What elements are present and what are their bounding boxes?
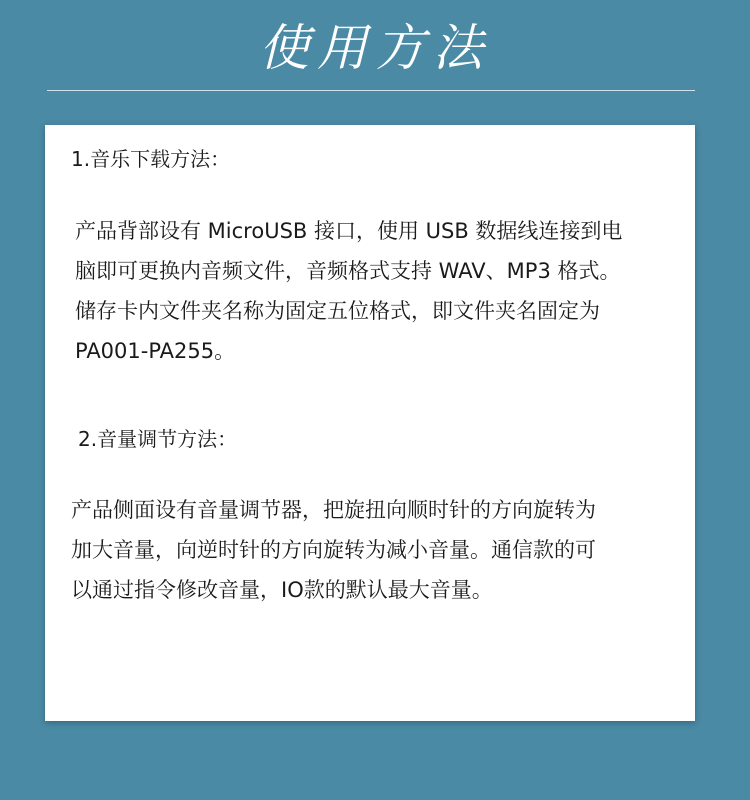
section-body-volume (71, 490, 596, 610)
section-body-download (75, 211, 622, 371)
section-heading-download: 1.音乐下载方法： (71, 147, 231, 171)
body-line: 加大音量，向逆时针的方向旋转为减小音量。通信款的可 (71, 538, 596, 562)
body-line: 脑即可更换内音频文件，音频格式支持 WAV、MP3 格式。 (75, 259, 621, 283)
body-line: 以通过指令修改音量，IO款的默认最大音量。 (71, 578, 493, 602)
page-title: 使用方法 (259, 19, 491, 77)
body-line: 产品背部设有 MicroUSB 接口，使用 USB 数据线连接到电 (75, 219, 623, 243)
body-line: PA001-PA255。 (75, 339, 236, 363)
title-divider (47, 90, 695, 91)
body-line: 产品侧面设有音量调节器，把旋扭向顺时针的方向旋转为 (71, 498, 596, 522)
instructions-card (45, 125, 695, 721)
section-heading-volume: 2.音量调节方法： (78, 427, 238, 451)
body-line: 储存卡内文件夹名称为固定五位格式，即文件夹名固定为 (75, 299, 600, 323)
